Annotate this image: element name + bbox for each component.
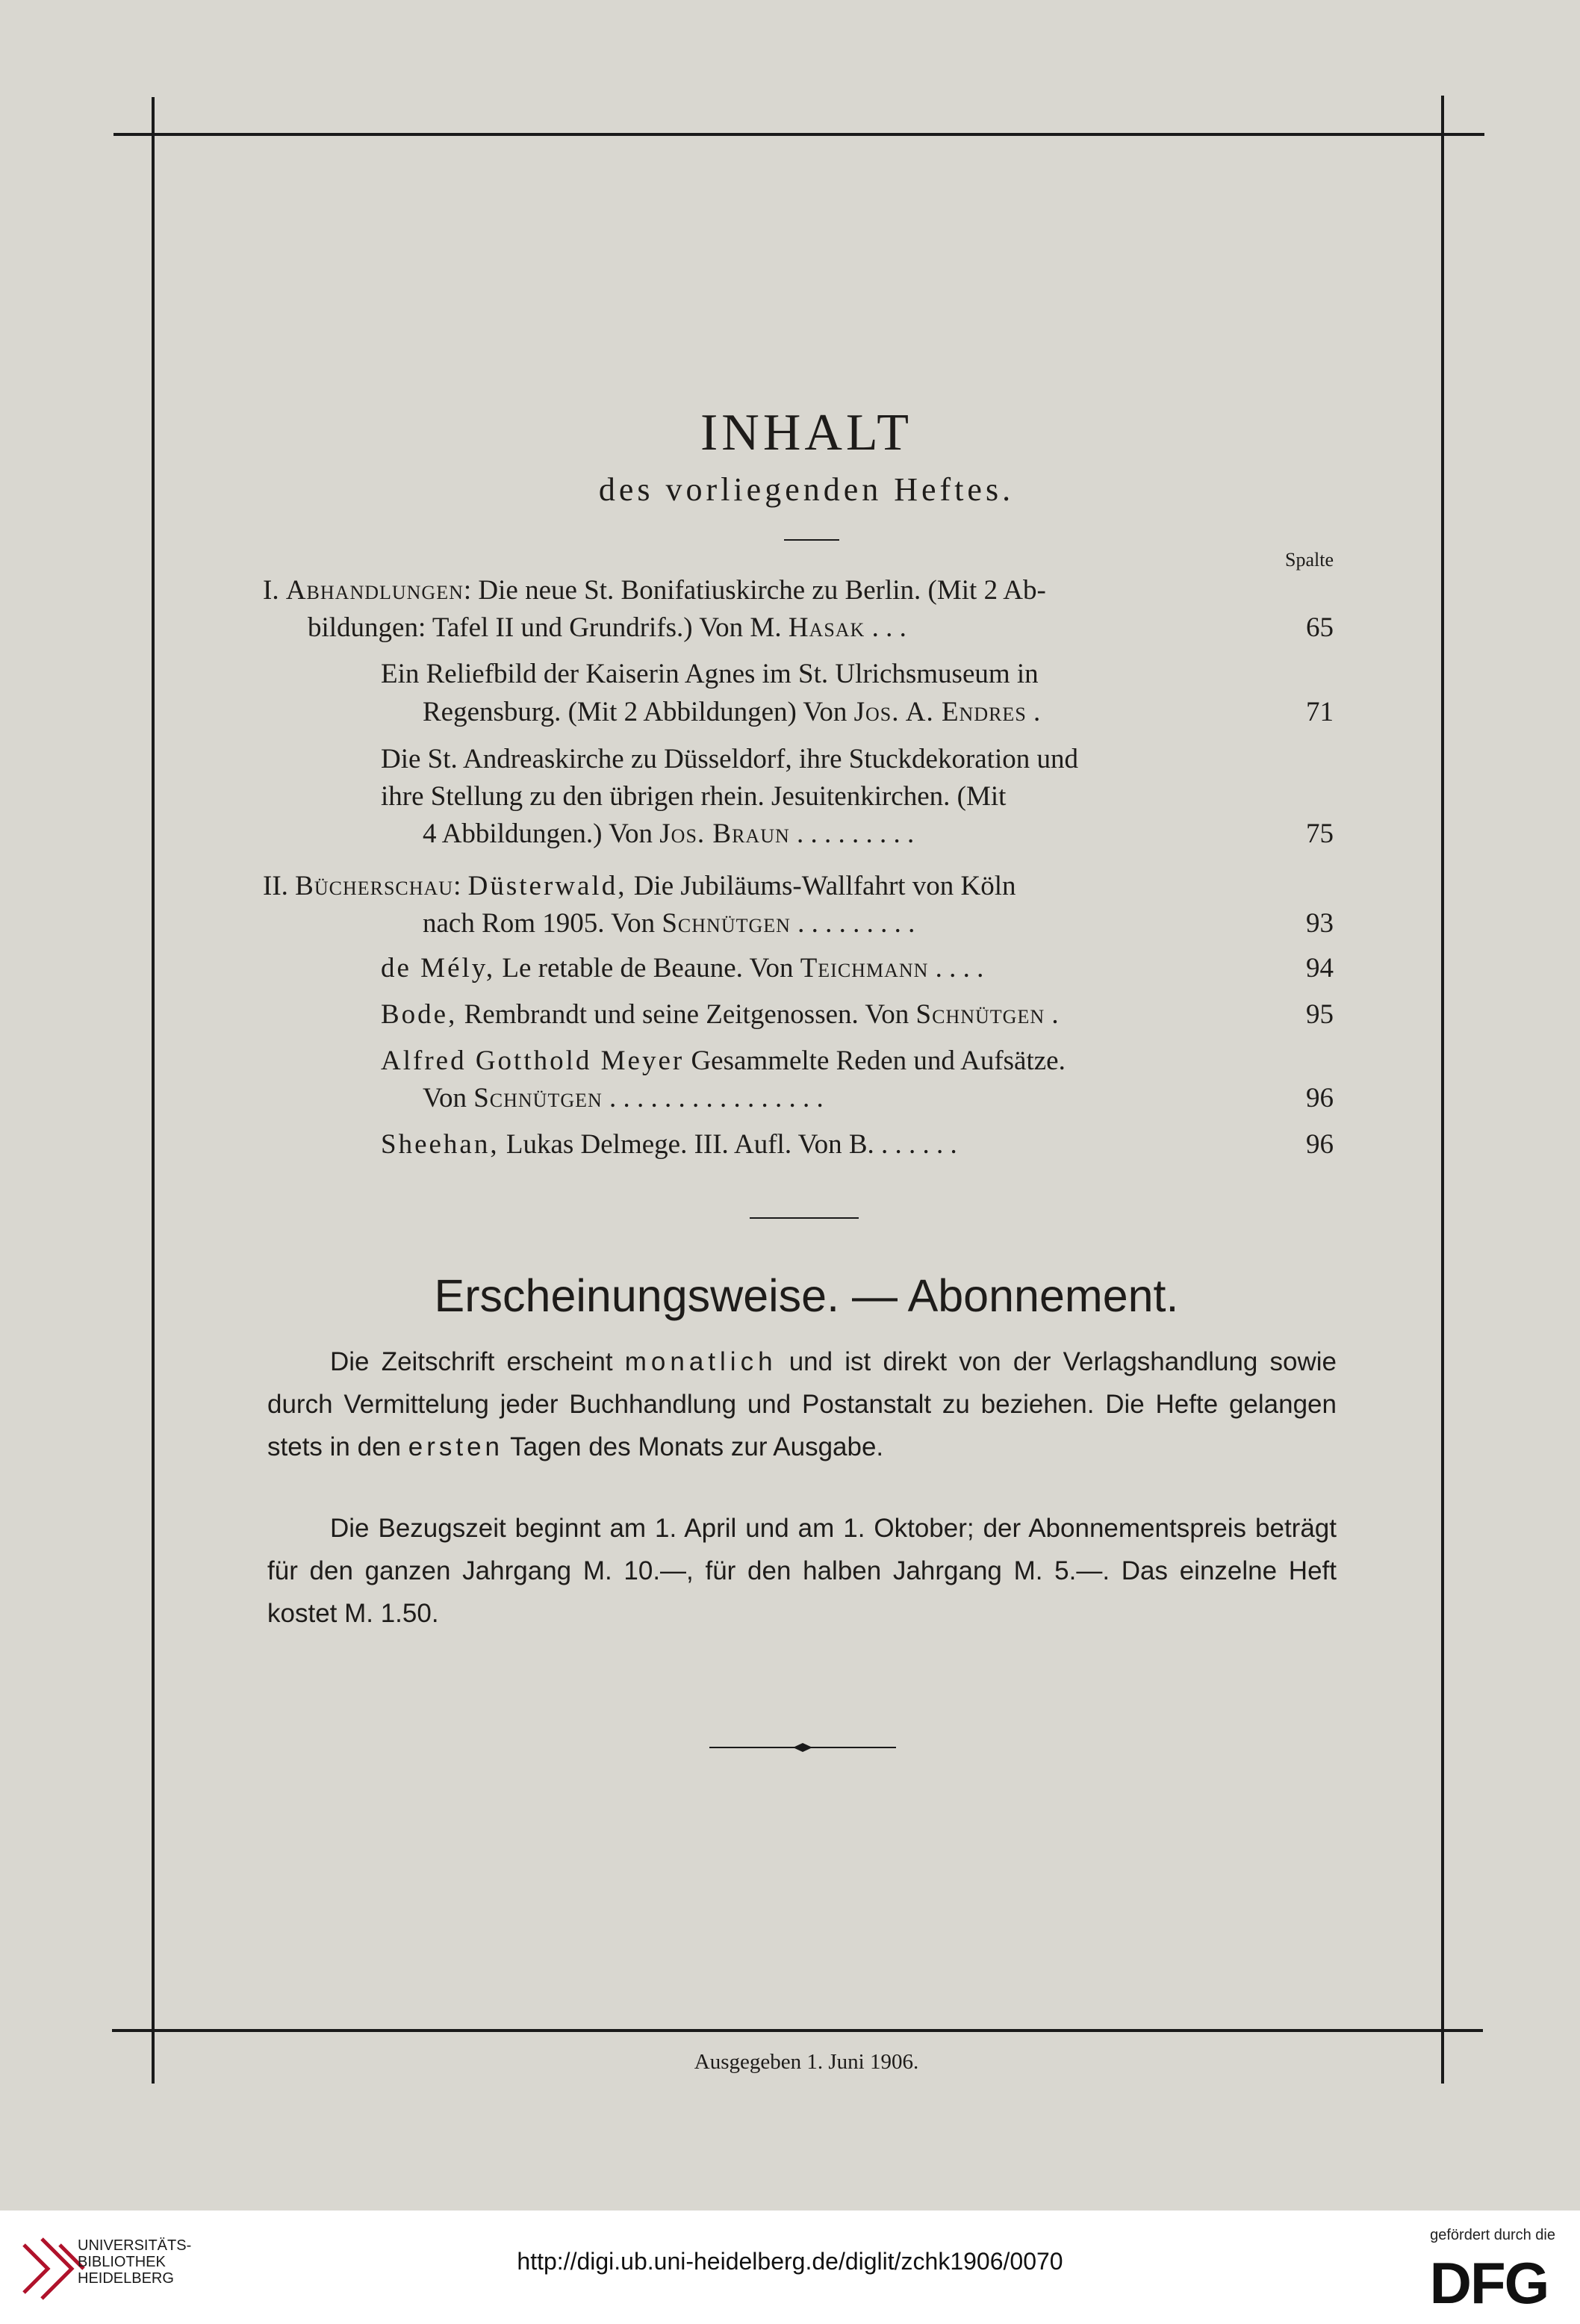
- toc-reviewer: Teichmann: [800, 953, 929, 984]
- section-label: Bücherschau: [295, 871, 454, 901]
- toc-entry-continuation: nach Rom 1905. Von Schnütgen . . . . . . . . .: [423, 908, 915, 939]
- paragraph-subscription-mode: Die Zeitschrift erscheint monatlich und ist direkt von der Verlagshandlung sowie durch Vermittelung jeder Buchhandlung und Postanstalt zu beziehen. Die Hefte gelangen stets in den ersten Tagen des Monats zur Ausgabe.: [267, 1347, 1337, 1461]
- toc-entry-continuation: 4 Abbildungen.) Von Jos. Braun . . . . . . . . .: [423, 818, 915, 849]
- toc-entry: I. Abhandlungen: Die neue St. Bonifatiuskirche zu Berlin. (Mit 2 Ab-: [263, 575, 1046, 606]
- toc-page-number: 96: [1306, 1083, 1334, 1113]
- review-author: Bode,: [381, 999, 458, 1030]
- page-title: INHALT: [700, 404, 913, 462]
- section-number: I.: [263, 575, 279, 606]
- toc-entry: [381, 653, 1039, 695]
- viewer-footer-bar: [0, 2210, 1580, 2324]
- ornament-divider: [709, 1740, 896, 1755]
- toc-reviewer: Schnütgen: [915, 999, 1045, 1030]
- title-divider: [784, 539, 839, 541]
- frame-bottom-rule: [112, 2029, 1483, 2032]
- svg-text:DFG: DFG: [1429, 2254, 1549, 2314]
- review-author: Alfred Gotthold Meyer: [381, 1046, 685, 1076]
- toc-entry-title: Ein Reliefbild der Kaiserin Agnes im St. Ulrichsmuseum in: [381, 659, 1039, 689]
- issue-date: Ausgegeben 1. Juni 1906.: [694, 2050, 919, 2074]
- toc-entry: [381, 738, 1078, 780]
- institution-name: UNIVERSITÄTS- BIBLIOTHEK HEIDELBERG: [78, 2237, 192, 2287]
- review-author: Sheehan,: [381, 1129, 500, 1160]
- frame-top-rule: [113, 133, 1484, 136]
- toc-entry: Sheehan, Lukas Delmege. III. Aufl. Von B. . . . . . .: [381, 1129, 957, 1160]
- toc-entry-title: Die Jubiläums-Wallfahrt von Köln: [633, 871, 1016, 901]
- toc-author: Hasak: [788, 612, 865, 643]
- toc-entry-continuation: Regensburg. (Mit 2 Abbildungen) Von Jos. A. Endres .: [423, 697, 1041, 727]
- toc-page-number: 65: [1306, 612, 1334, 643]
- toc-reviewer: Schnütgen: [662, 908, 791, 939]
- section-heading: Erscheinungsweise. — Abonnement.: [434, 1270, 1179, 1321]
- review-author: de Mély,: [381, 953, 496, 984]
- toc-page-number: 71: [1306, 697, 1334, 727]
- toc-entry: Bode, Rembrandt und seine Zeitgenossen. Von Schnütgen .: [381, 999, 1059, 1030]
- section-label: Abhandlungen: [285, 575, 464, 606]
- toc-entry-title: Die neue St. Bonifatiuskirche zu Berlin. (Mit 2 Ab-: [478, 575, 1046, 606]
- toc-page-number: 94: [1306, 953, 1334, 984]
- toc-entry-title: Die St. Andreaskirche zu Düsseldorf, ihre Stuckdekoration und: [381, 744, 1079, 774]
- frame-right-rule: [1441, 96, 1444, 2084]
- toc-reviewer: Schnütgen: [473, 1083, 603, 1113]
- toc-page-number: 93: [1306, 908, 1334, 939]
- funding-note: gefördert durch die: [1430, 2227, 1555, 2243]
- frame-left-rule: [152, 97, 155, 2084]
- section-number: II.: [263, 871, 288, 901]
- toc-entry: II. Bücherschau: Düsterwald, Die Jubiläums-Wallfahrt von Köln: [263, 871, 1016, 901]
- toc-entry-continuation: bildungen: Tafel II und Grundrifs.) Von M. Hasak . . .: [308, 612, 906, 643]
- toc-entry: Alfred Gotthold Meyer Gesammelte Reden und Aufsätze.: [381, 1046, 1066, 1076]
- toc-entry: de Mély, Le retable de Beaune. Von Teichmann . . . .: [381, 953, 984, 984]
- toc-page-number: 95: [1306, 999, 1334, 1030]
- toc-divider: [750, 1217, 859, 1219]
- toc-entry-continuation: ihre Stellung zu den übrigen rhein. Jesuitenkirchen. (Mit: [381, 781, 1007, 812]
- toc-page-number: 75: [1306, 818, 1334, 849]
- page-subtitle: des vorliegenden Heftes.: [598, 471, 1015, 508]
- permalink-url[interactable]: http://digi.ub.uni-heidelberg.de/diglit/zchk1906/0070: [517, 2248, 1063, 2275]
- toc-author: Jos. A. Endres: [853, 697, 1027, 727]
- toc-entry-continuation: Von Schnütgen . . . . . . . . . . . . . . . .: [423, 1083, 824, 1113]
- paragraph-subscription-price: Die Bezugszeit beginnt am 1. April und am 1. Oktober; der Abonnementspreis beträgt für den ganzen Jahrgang M. 10.—, für den halben Jahrgang M. 5.—. Das einzelne Heft kostet M. 1.50.: [267, 1514, 1337, 1628]
- dfg-logo-icon: [1414, 2254, 1564, 2314]
- column-label: Spalte: [1285, 549, 1334, 571]
- toc-page-number: 96: [1306, 1129, 1334, 1160]
- review-author: Düsterwald,: [467, 871, 627, 901]
- toc-author: Jos. Braun: [659, 818, 790, 849]
